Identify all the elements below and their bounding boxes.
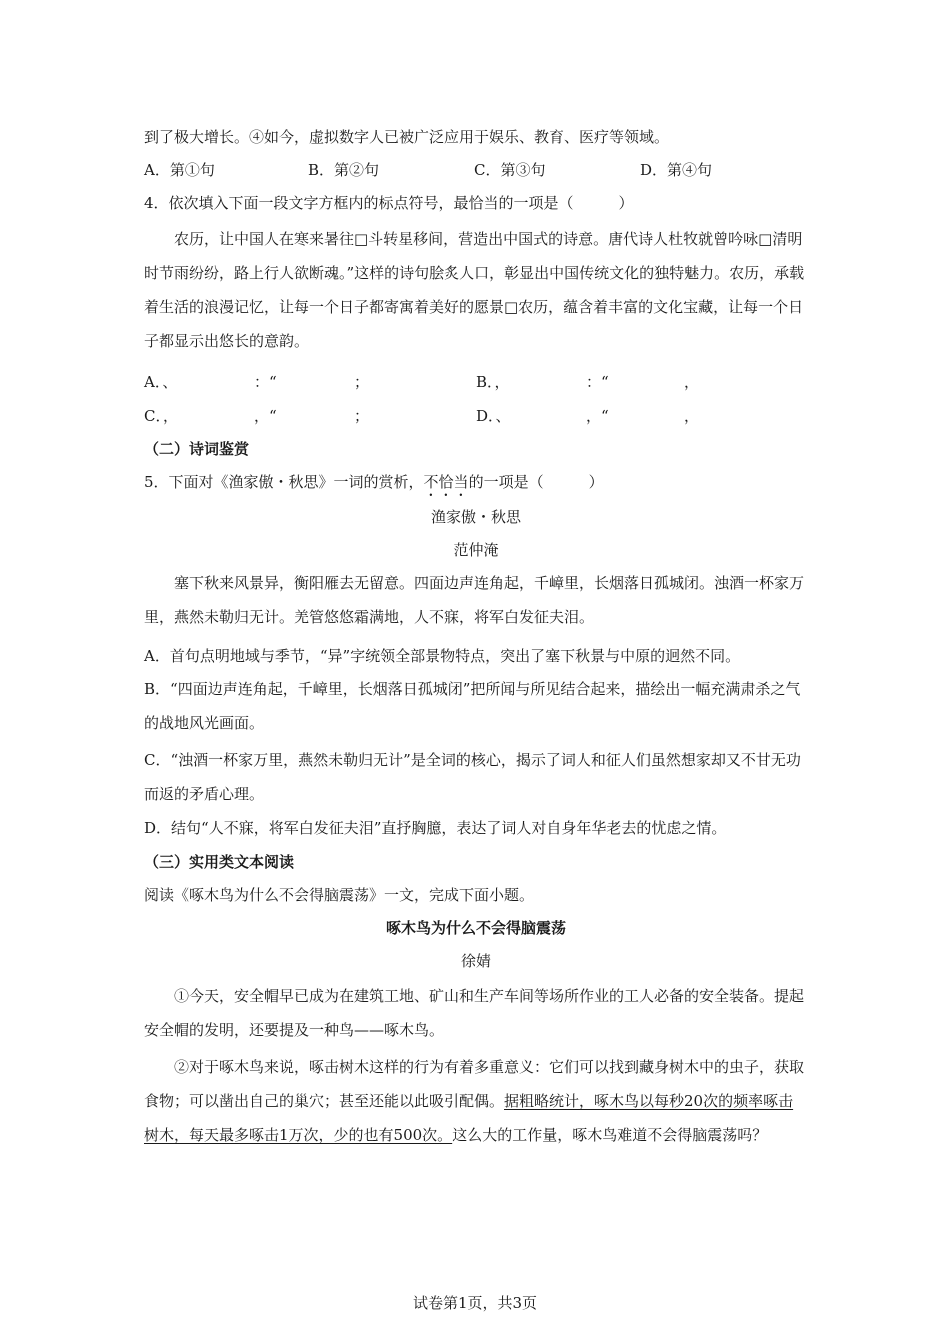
q3-option-a: A．第①句 [144,161,215,179]
article-p2-before: ②对于啄木鸟来说，啄击树木这样的行为有着多重意义：它们可以找到藏身树木中的虫子，获取食物；可以凿出自己的巢穴；甚至还能以此吸引配偶。 [144,1058,805,1110]
q4-option-c-1: C．， [144,407,178,425]
q4-option-c-2: ，“ [254,407,277,425]
poem-author: 范仲淹 [453,541,499,559]
q4-options-row-2 [144,405,808,427]
q5-option-a: A．首句点明地域与季节，“异”字统领全部景物特点，突出了塞下秋景与中原的迥然不同。 [144,647,741,665]
q4-option-a-1: A．、 [144,373,178,391]
article-p2-underlined: 据粗略统计，啄木鸟以每秒20次的频率啄击树木，每天最多啄击1万次，少的也有500次。 [144,1092,794,1144]
q5-option-d: D．结句“人不寐，将军白发征夫泪”直抒胸臆，表达了词人对自身年华老去的忧虑之情。 [144,819,727,837]
q5-stem-before: 5．下面对《渔家傲・秋思》一词的赏析， [144,473,424,491]
q3-options [144,159,808,181]
article-paragraph-2 [144,1050,808,1186]
q5-option-b: B．“四面边声连角起，千嶂里，长烟落日孤城闭”把所闻与所见结合起来，描绘出一幅充满肃杀之气的战地风光画面。 [144,680,801,732]
article-author: 徐婧 [460,952,491,970]
q4-options-row-1 [144,371,808,393]
q3-option-d: D．第④句 [640,161,713,179]
q5-stem [144,471,604,500]
article-paragraph-1: ①今天，安全帽早已成为在建筑工地、矿山和生产车间等场所作业的工人必备的安全装备。提起安全帽的发明，还要提及一种鸟——啄木鸟。 [144,987,805,1039]
q5-stem-after: 的一项是（ ） [468,473,604,491]
q4-passage: 农历，让中国人在寒来暑往□斗转星移间，营造出中国式的诗意。唐代诗人杜牧就曾吟咏□清明时节雨纷纷，路上行人欲断魂。”这样的诗句脍炙人口，彰显出中国传统文化的独特魅力。农历，承载着生活的浪漫记忆，让每一个日子都寄寓着美好的愿景□农历，蕴含着丰富的文化宝藏，让每一个日子都显示出悠长的意韵。 [144,230,805,350]
q4-option-d-3: ， [684,407,700,425]
q4-option-d-1: D．、 [476,407,511,425]
q4-option-d-2: ，“ [586,407,609,425]
q5-option-c: C．“浊酒一杯家万里，燕然未勒归无计”是全词的核心，揭示了词人和征人们虽然想家却又不甘无功而返的矛盾心理。 [144,751,801,803]
page-footer: 试卷第1页，共3页 [412,1294,538,1312]
q4-option-a-3: ； [354,373,370,391]
q4-option-b-1: B．， [476,373,510,391]
q5-stem-emphasis: 不恰当 [423,473,469,491]
poem-text: 塞下秋来风景异，衡阳雁去无留意。四面边声连角起，千嶂里，长烟落日孤城闭。浊酒一杯家万里，燕然未勒归无计。羌管悠悠霜满地，人不寐，将军白发征夫泪。 [144,574,805,626]
q4-option-c-3: ； [354,407,370,425]
section-3-title: （三）实用类文本阅读 [144,853,295,871]
article-title: 啄木鸟为什么不会得脑震荡 [385,919,566,937]
q3-text-end: 到了极大增长。④如今，虚拟数字人已被广泛应用于娱乐、教育、医疗等领域。 [144,128,670,146]
poem-title: 渔家傲・秋思 [430,508,521,526]
q4-option-a-2: ：“ [254,373,277,391]
q3-option-b: B．第②句 [308,161,380,179]
section-2-title: （二）诗词鉴赏 [144,440,250,458]
q4-stem: 4．依次填入下面一段文字方框内的标点符号，最恰当的一项是（ ） [144,194,634,212]
q4-option-b-3: ， [684,373,700,391]
section-3-intro: 阅读《啄木鸟为什么不会得脑震荡》一文，完成下面小题。 [144,886,535,904]
q4-option-b-2: ：“ [586,373,609,391]
article-p2-after: 这么大的工作量，啄木鸟难道不会得脑震荡吗？ [452,1126,768,1144]
q3-option-c: C．第③句 [474,161,546,179]
